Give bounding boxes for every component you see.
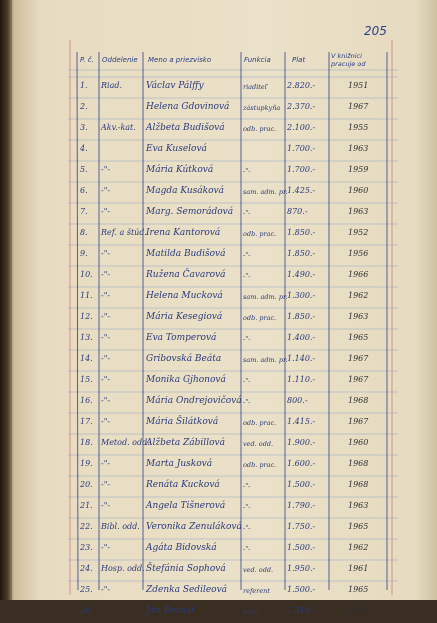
row-department: -"-	[101, 543, 111, 552]
row-salary: 1.950.-	[287, 564, 316, 573]
row-number: 19.	[80, 459, 93, 468]
ledger-row	[0, 98, 437, 119]
row-salary: 1.300.-	[287, 291, 316, 300]
row-name: Monika Gjhonová	[146, 375, 226, 385]
ledger-row	[0, 539, 437, 560]
row-year: 1955	[348, 123, 369, 132]
row-name: Mária Šilátková	[146, 417, 219, 427]
row-name: Matilda Budišová	[146, 249, 226, 259]
row-year: 1959	[348, 165, 369, 174]
row-number: 18.	[80, 438, 93, 447]
row-name: Václav Pálffy	[146, 81, 204, 91]
row-name: Helena Gdovinová	[146, 102, 230, 112]
row-name: Veronika Zenuláková	[146, 522, 242, 532]
row-function: šofér	[243, 608, 260, 616]
row-year: 1960	[348, 186, 369, 195]
row-number: 14.	[80, 354, 93, 363]
row-number: 8.	[80, 228, 88, 237]
row-function: -"-	[243, 503, 251, 511]
row-salary: 1.400.-	[287, 333, 316, 342]
row-salary: 1.490.-	[287, 270, 316, 279]
ledger-row	[0, 287, 437, 308]
row-year: 1962	[348, 291, 369, 300]
row-name: Zdenka Sedileová	[146, 585, 228, 595]
row-salary: 1.600.-	[287, 459, 316, 468]
row-number: 3.	[80, 123, 88, 132]
row-year: 1956	[348, 249, 369, 258]
row-function: zástupkyňa	[243, 104, 281, 112]
ledger-row	[0, 119, 437, 140]
header-salary: Plat	[292, 56, 306, 64]
ledger-row	[0, 602, 437, 623]
header-name: Meno a priezvisko	[148, 56, 212, 64]
row-year: 1966	[348, 270, 369, 279]
row-function: -"-	[243, 482, 251, 490]
row-function: odb. prac.	[243, 230, 277, 238]
row-name: Magda Kusáková	[146, 186, 224, 196]
ledger-row	[0, 350, 437, 371]
ledger-row	[0, 413, 437, 434]
row-function: odb. prac.	[243, 314, 277, 322]
row-name: Alžbeta Zábillová	[146, 438, 225, 448]
header-function: Funkcia	[244, 56, 271, 64]
row-year: 1965	[348, 606, 369, 615]
ledger-row	[0, 140, 437, 161]
row-salary: 2.100.-	[287, 123, 316, 132]
row-salary: 2.370.-	[287, 102, 316, 111]
row-number: 23.	[80, 543, 93, 552]
row-department: -"-	[101, 333, 111, 342]
row-salary: 1.500.-	[287, 480, 316, 489]
row-number: 7.	[80, 207, 88, 216]
row-salary: 870.-	[287, 207, 308, 216]
row-department: -"-	[101, 396, 111, 405]
row-function: -"-	[243, 398, 251, 406]
row-number: 21.	[80, 501, 93, 510]
row-number: 11.	[80, 291, 93, 300]
row-number: 24.	[80, 564, 93, 573]
ledger-row	[0, 560, 437, 581]
row-name: Marta Jusková	[146, 459, 213, 469]
row-function: sam. adm. pr.	[243, 293, 288, 301]
row-department: -"-	[101, 417, 111, 426]
row-department: -"-	[101, 186, 111, 195]
row-name: Eva Kuselová	[146, 144, 207, 154]
row-number: 17.	[80, 417, 93, 426]
row-year: 1963	[348, 312, 369, 321]
row-salary: 1.790.-	[287, 501, 316, 510]
row-salary: 1.700.-	[287, 144, 316, 153]
row-year: 1965	[348, 522, 369, 531]
row-department: -"-	[101, 354, 111, 363]
row-salary: 1.900.-	[287, 438, 316, 447]
row-department: -"-	[101, 249, 111, 258]
row-department: -"-	[101, 270, 111, 279]
page-number: 205	[364, 24, 387, 38]
row-salary: 1.850.-	[287, 228, 316, 237]
row-function: sam. adm. pr.	[243, 356, 288, 364]
row-name: Agáta Bidovská	[146, 543, 217, 553]
ledger-row	[0, 203, 437, 224]
row-function: ved. odd.	[243, 440, 274, 448]
row-salary: 1.140.-	[287, 354, 316, 363]
row-function: odb. prac.	[243, 419, 277, 427]
header-year: V knižnici pracuje od	[331, 52, 366, 68]
row-salary: 1.700.-	[287, 165, 316, 174]
ledger-row	[0, 455, 437, 476]
row-salary: 1.110.-	[287, 375, 316, 384]
row-number: 12.	[80, 312, 93, 321]
row-number: 25.	[80, 585, 93, 594]
row-function: ved. odd.	[243, 566, 274, 574]
row-department: -"-	[101, 501, 111, 510]
ledger-row	[0, 182, 437, 203]
row-year: 1952	[348, 228, 369, 237]
row-number: 4.	[80, 144, 88, 153]
row-department: Akv.-kat.	[101, 123, 136, 132]
ledger-row	[0, 224, 437, 245]
row-year: 1951	[348, 81, 369, 90]
row-number: 10.	[80, 270, 93, 279]
row-name: Alžbeta Budišová	[146, 123, 225, 133]
row-department: Ref. a štúd.	[101, 228, 147, 237]
row-function: -"-	[243, 251, 251, 259]
row-department: Riad.	[101, 81, 123, 90]
row-name: Mária Ondrejovičová	[146, 396, 242, 406]
ledger-row	[0, 77, 437, 98]
row-function: -"-	[243, 545, 251, 553]
ledger-row	[0, 581, 437, 602]
ledger-row	[0, 329, 437, 350]
ledger-row	[0, 266, 437, 287]
row-function: riaditeľ	[243, 83, 268, 91]
row-name: Marg. Semorádová	[146, 207, 234, 217]
row-name: Ján Bernát	[146, 606, 195, 616]
row-year: 1967	[348, 102, 369, 111]
row-function: -"-	[243, 209, 251, 217]
row-year: 1965	[348, 333, 369, 342]
ledger-row	[0, 497, 437, 518]
row-salary: 1.850.-	[287, 312, 316, 321]
row-number: 9.	[80, 249, 88, 258]
row-department: -"-	[101, 375, 111, 384]
row-department: -"-	[101, 459, 111, 468]
row-function: -"-	[243, 272, 251, 280]
row-department: -"-	[101, 480, 111, 489]
row-year: 1963	[348, 144, 369, 153]
row-salary: 1.500.-	[287, 543, 316, 552]
row-name: Ružena Čavarová	[146, 270, 226, 280]
ledger-row	[0, 434, 437, 455]
row-number: 13.	[80, 333, 93, 342]
row-department: Metod. odd.	[101, 438, 150, 447]
row-number: 16.	[80, 396, 93, 405]
row-department: -"-	[101, 291, 111, 300]
row-department: Bibl. odd.	[101, 522, 140, 531]
row-function: -"-	[243, 524, 251, 532]
row-name: Irena Kantorová	[146, 228, 221, 238]
row-number: 15.	[80, 375, 93, 384]
row-year: 1968	[348, 480, 369, 489]
row-name: Helena Mucková	[146, 291, 223, 301]
row-number: 22.	[80, 522, 93, 531]
row-salary: 1.750.-	[287, 522, 316, 531]
row-function: -"-	[243, 167, 251, 175]
row-salary: 1.415.-	[287, 417, 316, 426]
row-year: 1967	[348, 417, 369, 426]
row-name: Mária Kútková	[146, 165, 214, 175]
row-department: Hosp. odd.	[101, 564, 145, 573]
row-salary: 1.500.-	[287, 585, 316, 594]
ledger-row	[0, 245, 437, 266]
row-function: sam. adm. pr.	[243, 188, 288, 196]
row-number: 20.	[80, 480, 93, 489]
row-department: -"-	[101, 585, 111, 594]
row-function: odb. prac.	[243, 125, 277, 133]
row-salary: 2.820.-	[287, 81, 316, 90]
row-function: referent	[243, 587, 270, 595]
row-number: 26.	[80, 606, 93, 615]
row-function: -"-	[243, 377, 251, 385]
row-number: 6.	[80, 186, 88, 195]
row-function: -"-	[243, 335, 251, 343]
ledger-row	[0, 371, 437, 392]
ledger-row	[0, 161, 437, 182]
ledger-row	[0, 308, 437, 329]
row-department: -"-	[101, 165, 111, 174]
row-number: 5.	[80, 165, 88, 174]
row-year: 1967	[348, 375, 369, 384]
row-salary: 1.210.-	[287, 606, 316, 615]
row-year: 1963	[348, 207, 369, 216]
row-year: 1963	[348, 501, 369, 510]
header-num: P. č.	[80, 56, 94, 64]
row-name: Angela Tišnerová	[146, 501, 226, 511]
row-name: Renáta Kucková	[146, 480, 220, 490]
ledger-row	[0, 392, 437, 413]
row-year: 1960	[348, 438, 369, 447]
row-department: -"-	[101, 312, 111, 321]
row-salary: 1.425.-	[287, 186, 316, 195]
row-year: 1962	[348, 543, 369, 552]
row-year: 1965	[348, 585, 369, 594]
row-function: odb. prac.	[243, 461, 277, 469]
row-name: Eva Tomperová	[146, 333, 217, 343]
header-department: Oddelenie	[102, 56, 138, 64]
row-year: 1961	[348, 564, 369, 573]
row-salary: 800.-	[287, 396, 308, 405]
row-name: Štefánia Sophová	[146, 564, 226, 574]
row-number: 2.	[80, 102, 88, 111]
row-name: Mária Kesegiová	[146, 312, 223, 322]
ledger-row	[0, 476, 437, 497]
ledger-row	[0, 518, 437, 539]
row-salary: 1.850.-	[287, 249, 316, 258]
row-year: 1968	[348, 396, 369, 405]
row-name: Gribovská Beáta	[146, 354, 222, 364]
row-year: 1968	[348, 459, 369, 468]
row-department: -"-	[101, 207, 111, 216]
row-number: 1.	[80, 81, 88, 90]
row-year: 1967	[348, 354, 369, 363]
